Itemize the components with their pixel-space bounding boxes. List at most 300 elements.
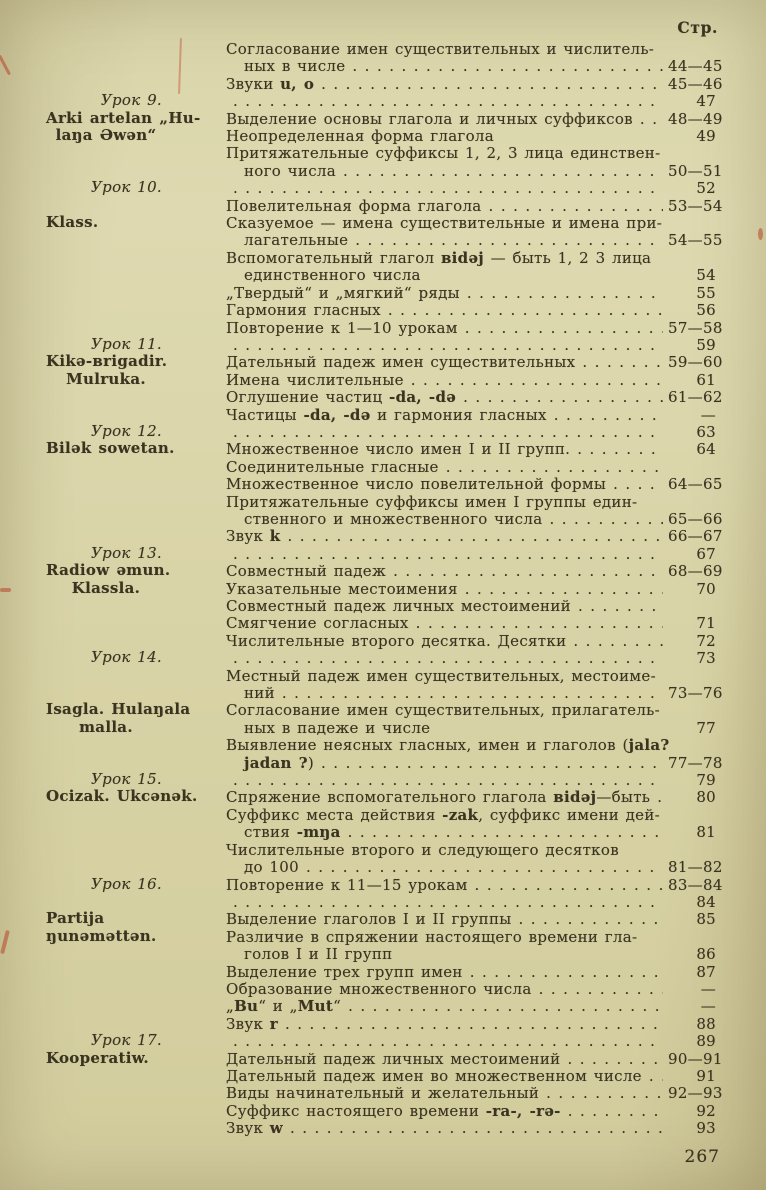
dot-leader	[321, 76, 663, 93]
dot-leader	[233, 337, 663, 354]
entry-page-number: 92—93	[668, 1084, 723, 1103]
entry-last-line	[226, 772, 716, 789]
lesson-title-label	[0, 701, 212, 736]
entry-text-line: лагательные	[244, 231, 349, 250]
toc-entry	[226, 736, 723, 772]
entry-text-line: Образование множественного числа	[226, 979, 532, 998]
dot-leader	[233, 650, 663, 667]
dot-leader	[287, 528, 663, 545]
label-line: Mulruka.	[66, 369, 146, 388]
toc-row	[0, 929, 716, 964]
dot-leader	[467, 285, 663, 302]
toc-entry	[226, 302, 716, 319]
toc-row	[0, 250, 716, 285]
toc-row	[0, 1033, 716, 1050]
label-line: malla.	[79, 717, 133, 736]
entry-page-number: 68—69	[668, 562, 723, 581]
toc-row	[0, 40, 723, 76]
dot-leader	[411, 372, 663, 389]
toc-entry	[226, 772, 716, 789]
entry-page-number: 81	[696, 823, 716, 842]
toc-entry	[226, 1120, 716, 1137]
entry-text-line: „Bu“ и „Mut“	[226, 997, 342, 1016]
toc-rows	[0, 40, 723, 1138]
entry-text-line: Различие в спряжении настоящего времени гла-	[226, 927, 638, 946]
entry-text-line: Множественное число повелительной формы	[226, 475, 607, 494]
dot-leader	[321, 755, 663, 772]
entry-page-number: 64—65	[668, 475, 723, 494]
dot-leader	[546, 1085, 663, 1102]
entry-last-line	[226, 441, 716, 458]
dot-leader	[463, 389, 663, 406]
entry-page-number: 55	[696, 283, 716, 302]
toc-entry	[226, 527, 723, 546]
entry-last-line	[226, 720, 716, 737]
lesson-title-label	[0, 214, 212, 231]
entry-page-number: 72	[696, 631, 716, 650]
dot-leader	[465, 320, 663, 337]
entry-text-line: ных в числе	[244, 57, 346, 76]
entry-last-line	[226, 509, 723, 528]
entry-text-line: Местный падеж имен существительных, местоиме-	[226, 666, 656, 685]
label-line: Урок 15.	[91, 770, 162, 789]
entry-text-line: Выявление неясных гласных, имен и глаголов (jala?	[226, 736, 670, 755]
label-line: Урок 11.	[91, 334, 162, 353]
label-line: laŋa Əwən“	[55, 126, 157, 145]
entry-page-number: 77—78	[668, 753, 723, 772]
toc-row	[0, 302, 716, 319]
toc-row	[0, 1048, 723, 1068]
scan-mark	[0, 588, 11, 592]
entry-last-line	[226, 388, 723, 407]
dot-leader	[233, 1033, 663, 1050]
entry-page-number: —	[700, 979, 716, 998]
entry-last-line	[226, 546, 716, 563]
toc-row	[0, 128, 716, 145]
dot-leader	[233, 180, 663, 197]
entry-last-line	[226, 581, 716, 598]
entry-last-line	[226, 1103, 716, 1120]
lesson-number-label	[0, 545, 212, 562]
lesson-number-label	[0, 179, 212, 196]
toc-entry	[226, 666, 723, 703]
dot-leader	[343, 163, 663, 180]
toc-entry	[226, 964, 716, 981]
entry-text-line: Сказуемое — имена существительные и имена при-	[226, 214, 663, 233]
label-line: Bilək sowetan.	[46, 439, 175, 458]
toc-entry	[226, 353, 723, 372]
toc-entry	[226, 1068, 716, 1085]
book-page-number: 267	[684, 1147, 720, 1167]
entry-page-number: 88	[696, 1014, 716, 1033]
label-line: Урок 16.	[91, 874, 162, 893]
entry-last-line	[226, 633, 716, 650]
toc-row	[0, 388, 723, 407]
entry-page-number: 84	[696, 892, 716, 911]
entry-last-line	[226, 109, 723, 128]
toc-entry	[226, 144, 723, 180]
entry-text-line: Числительные второго десятка. Десятки	[226, 631, 567, 650]
dot-leader	[465, 581, 663, 598]
entry-text-line: Совместный падеж личных местоимений	[226, 597, 571, 615]
entry-page-number: 56	[696, 301, 716, 320]
label-line: Ocizak. Ukcənək.	[46, 787, 198, 806]
entry-last-line	[226, 753, 723, 772]
entry-page-number: 81—82	[668, 858, 723, 877]
entry-text-line: ного числа	[244, 161, 336, 180]
label-line: Урок 13.	[91, 543, 162, 562]
entry-page-number: 71	[696, 614, 716, 633]
lesson-number-label	[0, 336, 212, 353]
entry-last-line	[226, 875, 723, 894]
entry-page-number: 48—49	[668, 109, 723, 128]
toc-entry	[226, 598, 716, 615]
entry-last-line	[226, 998, 716, 1015]
entry-text-line: „Твердый“ и „мягкий“ ряды	[226, 283, 460, 302]
entry-text-line: Звук r	[226, 1014, 278, 1033]
dot-leader	[285, 1016, 663, 1033]
entry-page-number: 65—66	[668, 509, 723, 528]
label-line: Radiow əmun.	[46, 561, 171, 580]
dot-leader	[233, 93, 663, 110]
entry-last-line	[226, 1049, 723, 1068]
entry-page-number: 47	[696, 92, 716, 111]
lesson-number-label	[0, 876, 212, 893]
entry-text-line: Числительные второго и следующего десятков	[226, 840, 619, 859]
toc-row	[0, 789, 716, 806]
label-line: Kikə-ʙrigadir.	[46, 352, 168, 371]
entry-text-line: Суффикс места действия -zak, суффикс имени дей-	[226, 805, 661, 824]
lesson-number-label	[0, 1032, 212, 1049]
entry-last-line	[226, 93, 716, 110]
entry-last-line	[226, 911, 716, 928]
entry-text-line: Суффикс настоящего времени -ra-, -rə-	[226, 1101, 561, 1120]
dot-leader	[549, 511, 663, 528]
entry-page-number: 93	[696, 1119, 716, 1138]
entry-page-number: 53—54	[668, 196, 723, 215]
lesson-title-label	[0, 788, 212, 805]
dot-leader	[446, 459, 663, 476]
label-line: Arki artelan „Hu-	[46, 108, 201, 127]
entry-last-line	[226, 285, 716, 302]
entry-text-line: jadan ?)	[244, 753, 315, 772]
entry-last-line	[226, 1084, 723, 1103]
entry-text-line: Повторение к 11—15 урокам	[226, 875, 468, 894]
page-column-header: Стр.	[677, 18, 718, 37]
entry-text-line: голов I и II групп	[244, 945, 393, 964]
dot-leader	[282, 685, 663, 702]
dot-leader	[233, 424, 663, 441]
entry-text-line: Оглушение частиц -da, -də	[226, 388, 457, 407]
entry-text-line: Спряжение вспомогательного глагола ʙidəj—быть	[226, 788, 651, 807]
toc-row	[0, 1103, 716, 1120]
toc-row	[0, 981, 716, 998]
toc-row	[0, 578, 716, 598]
toc-entry	[226, 546, 716, 563]
dot-leader	[577, 441, 663, 458]
entry-text-line: ственного и множественного числа	[244, 509, 543, 528]
toc-row	[0, 894, 716, 911]
entry-text-line: Повторение к 1—10 урокам	[226, 318, 458, 337]
dot-leader	[649, 1068, 663, 1085]
label-line: Klassla.	[71, 578, 141, 597]
entry-page-number: 90—91	[668, 1049, 723, 1068]
entry-text-line: Неопределенная форма глагола	[226, 127, 494, 146]
dot-leader	[352, 58, 663, 75]
entry-last-line	[226, 57, 723, 76]
toc-row	[0, 650, 716, 667]
toc-entry	[226, 74, 723, 93]
toc-entry	[226, 789, 716, 806]
entry-page-number: 70	[696, 579, 716, 598]
entry-last-line	[226, 475, 723, 494]
toc-entry	[226, 894, 716, 911]
entry-text-line: Дательный падеж личных местоимений	[226, 1049, 561, 1068]
entry-page-number: 85	[696, 910, 716, 929]
table-of-contents	[0, 40, 723, 1138]
toc-row	[0, 1084, 723, 1103]
dot-leader	[416, 615, 663, 632]
dot-leader	[613, 476, 663, 493]
entry-text-line: Дательный падеж имен во множественном числе	[226, 1066, 642, 1085]
entry-text-line: ных в падеже и числе	[244, 718, 431, 737]
entry-page-number: 66—67	[668, 527, 723, 546]
toc-entry	[226, 1033, 716, 1050]
toc-row	[0, 615, 716, 632]
entry-last-line	[226, 858, 723, 877]
dot-leader	[640, 111, 663, 128]
entry-last-line	[226, 267, 716, 284]
entry-text-line: ствия -mŋa	[244, 823, 341, 842]
toc-entry	[226, 93, 716, 110]
entry-text-line: Повелительная форма глагола	[226, 196, 482, 215]
entry-page-number: 87	[696, 962, 716, 981]
entry-page-number: 79	[696, 771, 716, 790]
entry-page-number: 89	[696, 1032, 716, 1051]
entry-text-line: Звуки u, o	[226, 74, 315, 93]
entry-last-line	[226, 196, 723, 215]
toc-entry	[226, 318, 723, 337]
toc-row	[0, 964, 716, 981]
toc-entry	[226, 875, 723, 894]
lesson-number-label	[0, 771, 212, 788]
entry-last-line	[226, 337, 716, 354]
toc-row	[0, 840, 723, 877]
entry-last-line	[226, 407, 716, 424]
toc-entry	[226, 109, 723, 128]
entry-text-line: Звук k	[226, 527, 281, 546]
entry-page-number: 44—45	[668, 57, 723, 76]
toc-entry	[226, 702, 716, 737]
toc-entry	[226, 180, 716, 197]
toc-entry	[226, 337, 716, 354]
toc-entry	[226, 459, 716, 476]
lesson-title-label	[0, 1050, 212, 1067]
lesson-title-label	[0, 440, 212, 457]
entry-last-line	[226, 824, 716, 841]
toc-entry	[226, 492, 723, 529]
toc-entry	[226, 214, 723, 250]
entry-text-line: Виды начинательный и желательный	[226, 1084, 540, 1103]
entry-last-line	[226, 318, 723, 337]
dot-leader	[355, 232, 663, 249]
dot-leader	[475, 877, 663, 894]
entry-page-number: 64	[696, 440, 716, 459]
toc-entry	[226, 285, 716, 302]
toc-entry	[226, 911, 716, 928]
entry-page-number: 61—62	[668, 388, 723, 407]
toc-entry	[226, 372, 716, 389]
toc-row	[0, 874, 723, 894]
toc-row	[0, 475, 723, 494]
toc-row	[0, 196, 723, 215]
toc-row	[0, 369, 716, 389]
toc-row	[0, 180, 716, 197]
lesson-number-label	[0, 423, 212, 440]
label-line: Урок 12.	[91, 421, 162, 440]
toc-row	[0, 807, 716, 842]
entry-last-line	[226, 161, 723, 180]
entry-last-line	[226, 424, 716, 441]
entry-page-number: 52	[696, 179, 716, 198]
toc-row	[0, 144, 723, 180]
toc-row	[0, 1068, 716, 1085]
dot-leader	[573, 633, 663, 650]
toc-entry	[226, 407, 716, 424]
label-line: Partija ŋunəməttən.	[46, 909, 157, 945]
entry-last-line	[226, 1016, 716, 1033]
dot-leader	[233, 546, 663, 563]
toc-entry	[226, 581, 716, 598]
toc-entry	[226, 196, 723, 215]
lesson-number-label	[0, 92, 212, 109]
toc-entry	[226, 615, 716, 632]
entry-text-line: единственного числа	[244, 266, 421, 285]
entry-text-line: Множественное число имен I и II групп.	[226, 440, 571, 459]
toc-entry	[226, 388, 723, 407]
entry-last-line	[226, 302, 716, 319]
entry-page-number: 61	[696, 370, 716, 389]
entry-page-number: —	[700, 405, 716, 424]
dot-leader	[233, 894, 663, 911]
entry-page-number: 59	[696, 335, 716, 354]
dot-leader	[657, 789, 663, 806]
entry-last-line	[226, 598, 716, 615]
dot-leader	[233, 772, 663, 789]
entry-text-line: Звук w	[226, 1119, 283, 1138]
toc-entry	[226, 1084, 723, 1103]
entry-last-line	[226, 128, 716, 145]
entry-last-line	[226, 964, 716, 981]
dot-leader	[393, 563, 663, 580]
dot-leader	[489, 198, 663, 215]
entry-last-line	[226, 180, 716, 197]
toc-entry	[226, 929, 716, 964]
entry-text-line: Выделение трех групп имен	[226, 962, 463, 981]
toc-entry	[226, 807, 716, 842]
label-line: Klass.	[46, 213, 99, 232]
entry-last-line	[226, 353, 723, 372]
entry-last-line	[226, 459, 716, 476]
entry-last-line	[226, 562, 723, 581]
toc-row	[0, 93, 716, 110]
dot-leader	[388, 302, 663, 319]
entry-page-number: 91	[696, 1066, 716, 1085]
toc-entry	[226, 633, 716, 650]
entry-last-line	[226, 946, 716, 963]
toc-row	[0, 441, 716, 458]
entry-text-line: Смягчение согласных	[226, 614, 409, 633]
toc-entry	[226, 424, 716, 441]
entry-page-number: —	[700, 997, 716, 1016]
label-line: Урок 17.	[91, 1031, 162, 1050]
toc-entry	[226, 1016, 716, 1033]
dot-leader	[567, 1051, 663, 1068]
dot-leader	[519, 911, 663, 928]
entry-page-number: 67	[696, 544, 716, 563]
entry-page-number: 57—58	[668, 318, 723, 337]
entry-last-line	[226, 231, 723, 250]
entry-page-number: 45—46	[668, 74, 723, 93]
entry-page-number: 49	[696, 127, 716, 146]
dot-leader	[582, 354, 663, 371]
entry-page-number: 54	[696, 266, 716, 285]
label-line: Урок 14.	[91, 648, 162, 667]
entry-text-line: Частицы -da, -də и гармония гласных	[226, 405, 547, 424]
toc-row	[0, 1120, 716, 1137]
entry-last-line	[226, 1120, 716, 1137]
toc-entry	[226, 128, 716, 145]
toc-entry	[226, 250, 716, 285]
entry-last-line	[226, 650, 716, 667]
entry-page-number: 80	[696, 788, 716, 807]
lesson-number-label	[0, 649, 212, 666]
entry-text-line: Притяжательные суффиксы имен I группы един-	[226, 492, 638, 511]
dot-leader	[568, 1103, 663, 1120]
entry-last-line	[226, 684, 723, 703]
entry-page-number: 83—84	[668, 875, 723, 894]
toc-row	[0, 459, 716, 476]
entry-text-line: Вспомогательный глагол ʙidəj — быть 1, 2 3 лица	[226, 248, 652, 267]
toc-entry	[226, 475, 723, 494]
entry-text-line: Выделение глаголов I и II группы	[226, 910, 512, 929]
toc-entry	[226, 998, 716, 1015]
toc-entry	[226, 840, 723, 877]
entry-text-line: Имена числительные	[226, 370, 404, 389]
entry-text-line: Соединительные гласные	[226, 457, 439, 476]
entry-page-number: 73—76	[668, 684, 723, 703]
toc-row	[0, 998, 716, 1015]
dot-leader	[348, 998, 663, 1015]
entry-text-line: Согласование имен существительных, прилагатель-	[226, 701, 661, 720]
toc-row	[0, 702, 716, 737]
dot-leader	[578, 598, 663, 615]
toc-row	[0, 736, 723, 772]
entry-last-line	[226, 74, 723, 93]
entry-text-line: ний	[244, 684, 275, 703]
entry-last-line	[226, 527, 723, 546]
toc-row	[0, 666, 723, 703]
entry-page-number: 63	[696, 422, 716, 441]
entry-last-line	[226, 615, 716, 632]
toc-entry	[226, 1103, 716, 1120]
entry-text-line: Согласование имен существительных и числитель-	[226, 40, 655, 58]
entry-text-line: Совместный падеж	[226, 562, 387, 581]
entry-text-line: до 100	[244, 858, 299, 877]
toc-entry	[226, 441, 716, 458]
dot-leader	[348, 824, 663, 841]
dot-leader	[539, 981, 663, 998]
